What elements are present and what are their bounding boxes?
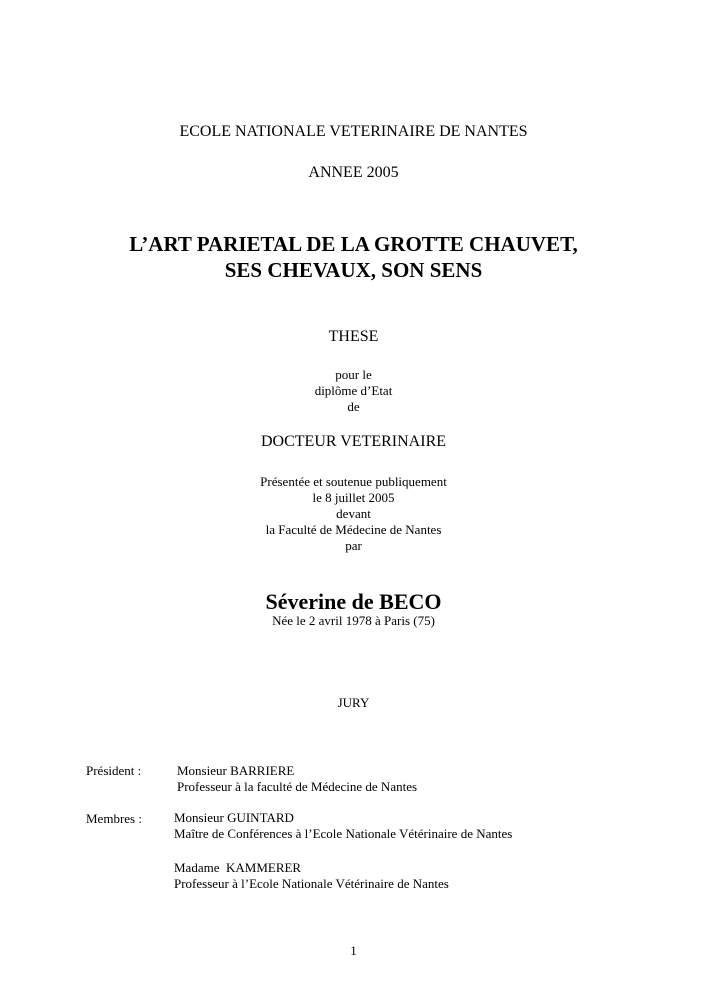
presentation-line: le 8 juillet 2005 (312, 490, 395, 505)
president-name: Monsieur BARRIERE (177, 763, 295, 778)
academic-year: ANNEE 2005 (308, 164, 399, 181)
author-birth: Née le 2 avril 1978 à Paris (75) (272, 613, 435, 628)
thesis-title-line-2: SES CHEVAUX, SON SENS (224, 258, 483, 282)
presentation-line: par (345, 538, 362, 553)
presentation-line: devant (336, 506, 371, 521)
presentation-line: la Faculté de Médecine de Nantes (265, 522, 442, 537)
diploma-line: de (347, 399, 360, 414)
member-title: Professeur à l’Ecole Nationale Vétérinaire de Nantes (174, 876, 449, 891)
member-name: Madame KAMMERER (174, 860, 302, 875)
degree-title: DOCTEUR VETERINAIRE (260, 433, 447, 450)
diploma-line: diplôme d’Etat (314, 383, 393, 398)
page-number: 1 (350, 943, 357, 958)
jury-heading: JURY (337, 695, 370, 710)
diploma-lines (0, 367, 707, 415)
thesis-label: THESE (328, 328, 379, 345)
member-title: Maître de Conférences à l’Ecole Nationale Vétérinaire de Nantes (174, 826, 513, 841)
diploma-line: pour le (335, 367, 372, 382)
author-name: Séverine de BECO (265, 589, 442, 614)
school-name: ECOLE NATIONALE VETERINAIRE DE NANTES (179, 123, 528, 140)
president-title: Professeur à la faculté de Médecine de Nantes (177, 779, 418, 794)
president-label: Président : (86, 763, 142, 778)
member-name: Monsieur GUINTARD (174, 810, 294, 825)
presentation-lines (0, 474, 707, 554)
members-label: Membres : (86, 811, 142, 826)
presentation-line: Présentée et soutenue publiquement (260, 474, 447, 489)
thesis-title-line-1: L’ART PARIETAL DE LA GROTTE CHAUVET, (129, 232, 578, 256)
